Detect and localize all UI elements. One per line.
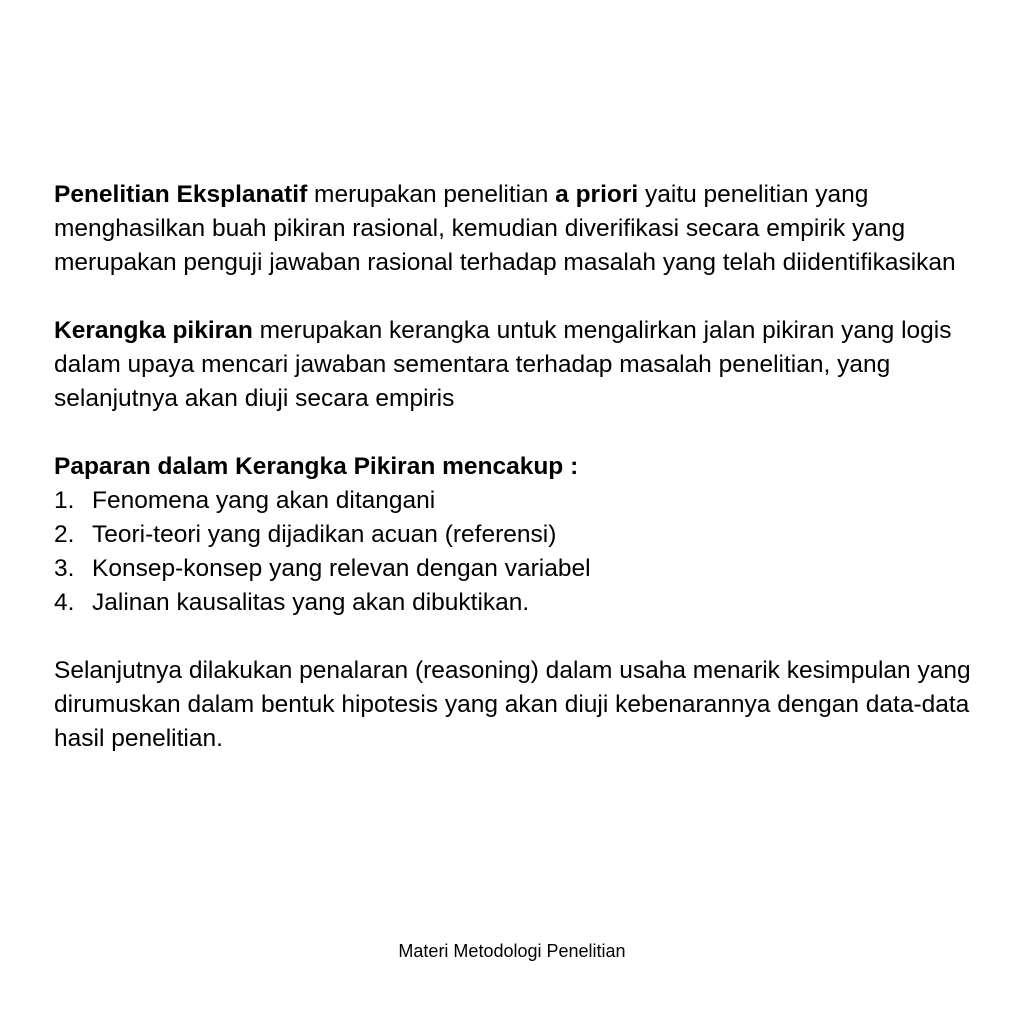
list-item (54, 586, 974, 620)
term-penelitian-eksplanatif: Penelitian Eksplanatif (54, 181, 308, 208)
paragraph-penelitian-eksplanatif (54, 178, 974, 280)
spacer (54, 280, 974, 314)
list-item-text: Konsep-konsep yang relevan dengan variabel (92, 555, 591, 582)
list-number: 2. (54, 521, 75, 548)
list-number: 4. (54, 589, 75, 616)
list-item (54, 518, 974, 552)
list-heading (54, 450, 974, 484)
term-a-priori: a priori (555, 181, 639, 208)
spacer (54, 620, 974, 654)
paparan-list (54, 484, 974, 620)
list-number: 1. (54, 487, 75, 514)
paragraph-selanjutnya: Selanjutnya dilakukan penalaran (reasoning) dalam usaha menarik kesimpulan yang dirumuskan dalam bentuk hipotesis yang akan diuji kebenarannya dengan data-data hasil penelitian. (54, 657, 971, 752)
paragraph-text: merupakan penelitian (307, 181, 556, 208)
spacer (54, 416, 974, 450)
list-item (54, 484, 974, 518)
paragraph-kerangka-pikiran (54, 314, 974, 416)
list-item-text: Jalinan kausalitas yang akan dibuktikan. (92, 589, 530, 616)
list-number: 3. (54, 555, 75, 582)
paragraph-text: yaitu penelitian yang menghasilkan buah pikiran rasional, kemudian diverifikasi secara empirik yang merupakan penguji jawaban rasional terhadap masalah yang telah diidentifikasikan (54, 181, 956, 276)
list-item-text: Teori-teori yang dijadikan acuan (referensi) (92, 521, 557, 548)
term-kerangka-pikiran: Kerangka pikiran (54, 317, 253, 344)
slide-footer: Materi Metodologi Penelitian (398, 941, 626, 961)
slide-body (54, 178, 974, 756)
paragraph-text: merupakan kerangka untuk mengalirkan jalan pikiran yang logis dalam upaya mencari jawaban sementara terhadap masalah penelitian, yang selanjutnya akan diuji secara empiris (54, 317, 952, 412)
list-heading-text: Paparan dalam Kerangka Pikiran mencakup : (54, 453, 579, 480)
list-item (54, 552, 974, 586)
list-item-text: Fenomena yang akan ditangani (92, 487, 436, 514)
